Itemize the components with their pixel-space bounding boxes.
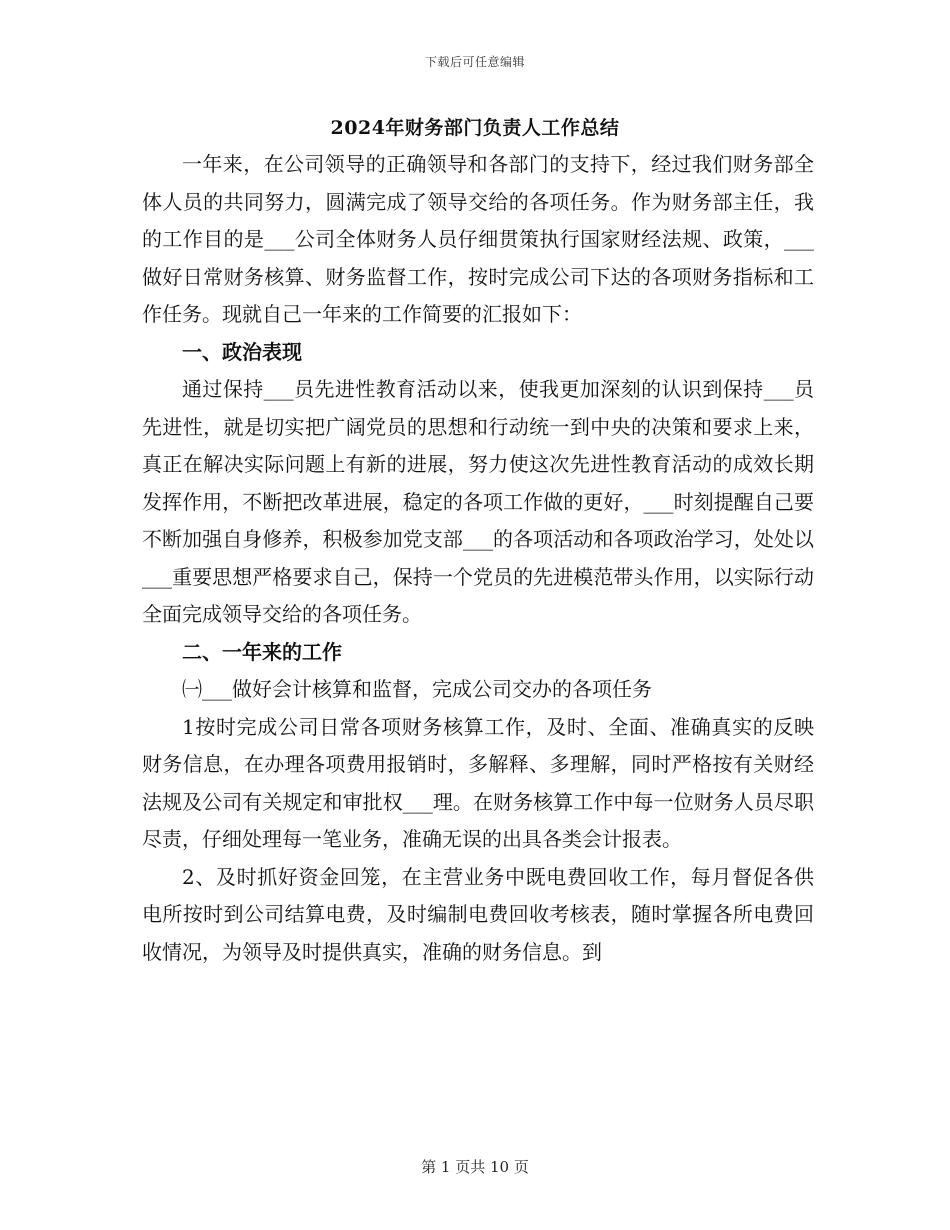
document-body [142,146,814,971]
paragraph-intro: 一年来，在公司领导的正确领导和各部门的支持下，经过我们财务部全体人员的共同努力，圆满完成了领导交给的各项任务。作为财务部主任，我的工作目的是___公司全体财务人员仔细贯策执行国家财经法规、政策，___做好日常财务核算、财务监督工作，按时完成公司下达的各项财务指标和工作任务。现就自己一年来的工作简要的汇报如下： [142,152,814,326]
paragraph-item-1: 1按时完成公司日常各项财务核算工作，及时、全面、准确真实的反映财务信息，在办理各项费用报销时，多解释、多理解，同时严格按有关财经法规及公司有关规定和审批权___理。在财务核算工作中每一位财务人员尽职尽责，仔细处理每一笔业务，准确无误的出具各类会计报表。 [142,714,814,851]
paragraph-political: 通过保持___员先进性教育活动以来，使我更加深刻的认识到保持___员先进性，就是切实把广阔党员的思想和行动统一到中央的决策和要求上来，真正在解决实际问题上有新的进展，努力使这次先进性教育活动的成效长期发挥作用，不断把改革进展，稳定的各项工作做的更好，___时刻提醒自己要不断加强自身修养，积极参加党支部___的各项活动和各项政治学习，处处以___重要思想严格要求自己，保持一个党员的先进模范带头作用，以实际行动全面完成领导交给的各项任务。 [142,377,814,626]
paragraph-item-2: 2、及时抓好资金回笼，在主营业务中既电费回收工作，每月督促各供电所按时到公司结算电费，及时编制电费回收考核表，随时掌握各所电费回收情况，为领导及时提供真实，准确的财务信息。到 [142,864,814,964]
page-number: 第 1 页共 10 页 [421,1158,529,1176]
subsection-heading-accounting: ㈠___做好会计核算和监督，完成公司交办的各项任务 [182,677,652,701]
section-heading-political: 一、政治表现 [182,339,302,364]
header-note: 下载后可任意编辑 [424,55,525,69]
section-heading-work: 二、一年来的工作 [182,639,342,664]
document-title: 2024年财务部门负责人工作总结 [330,117,620,139]
